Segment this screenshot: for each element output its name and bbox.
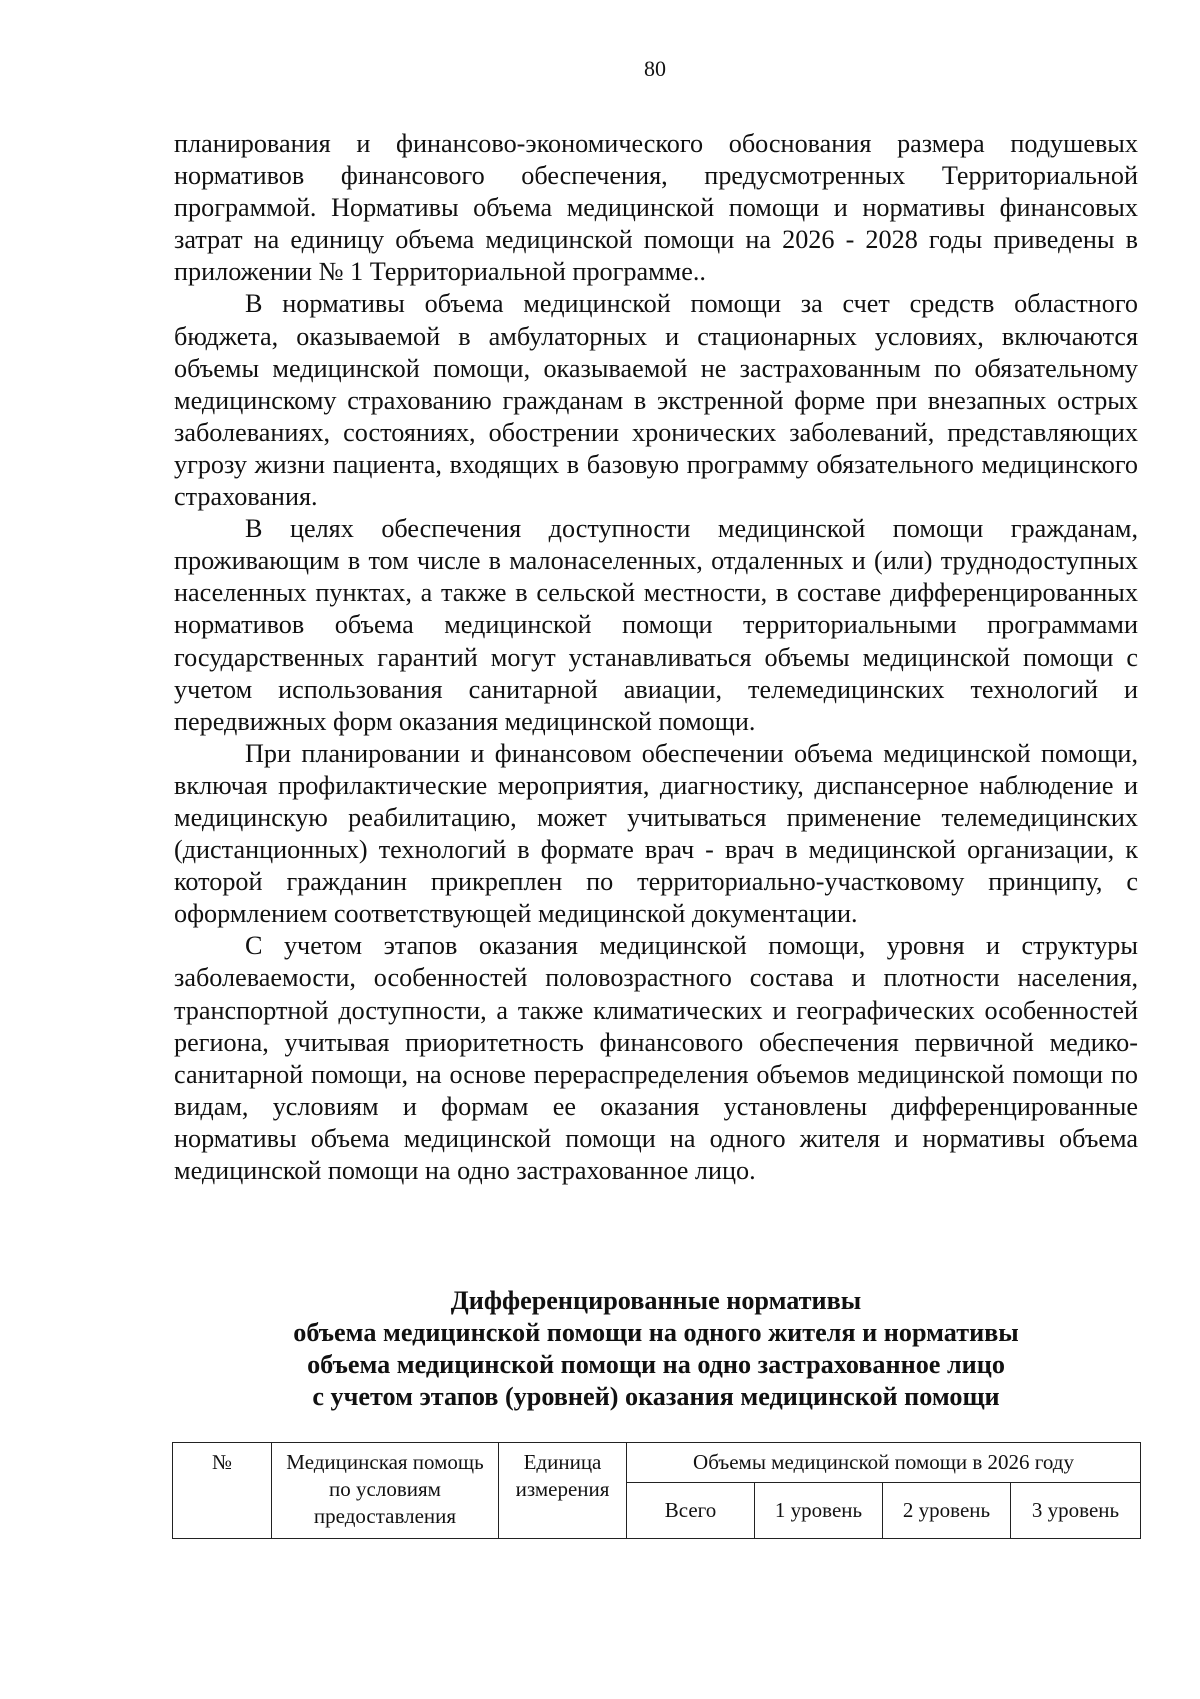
paragraph-2: В нормативы объема медицинской помощи за счет средств областного бюджета, оказываемой в амбулаторных и стационарных условиях, включаются объемы медицинской помощи, оказываемой не застрахованным по обязательному медицинскому страхованию гражданам в экстренной форме при внезапных острых заболеваниях, состояниях, обострении хронических заболеваний, представляющих угрозу жизни пациента, входящих в базовую программу обязательного медицинского страхования. [174, 289, 1138, 512]
paragraph-5: С учетом этапов оказания медицинской помощи, уровня и структуры заболеваемости, особенностей половозрастного состава и плотности населения, транспортной доступности, а также климатических и географических особенностей региона, учитывая приоритетность финансового обеспечения первичной медико-санитарной помощи, на основе перераспределения объемов медицинской помощи по видам, условиям и формам ее оказания установлены дифференцированные нормативы объема медицинской помощи на одного жителя и нормативы объема медицинской помощи на одно застрахованное лицо. [174, 931, 1138, 1185]
page-number: 80 [644, 56, 666, 81]
header-unit: Единица измерения [499, 1443, 627, 1539]
header-care-type: Медицинская помощь по условиям предоставления [272, 1443, 499, 1539]
table-title-line-4: с учетом этапов (уровней) оказания медицинской помощи [312, 1382, 1000, 1411]
table-title-line-3: объема медицинской помощи на одно застрахованное лицо [307, 1350, 1005, 1379]
header-level-1: 1 уровень [755, 1483, 883, 1539]
table-title [174, 1285, 1138, 1413]
table-title-line-2: объема медицинской помощи на одного жителя и нормативы [293, 1318, 1019, 1347]
paragraph-1: планирования и финансово-экономического обоснования размера подушевых нормативов финансового обеспечения, предусмотренных Территориальной программой. Нормативы объема медицинской помощи и нормативы финансовых затрат на единицу объема медицинской помощи на 2026 - 2028 годы приведены в приложении № 1 Территориальной программе.. [174, 129, 1138, 287]
norms-table [172, 1442, 1141, 1539]
paragraph-3: В целях обеспечения доступности медицинской помощи гражданам, проживающим в том числе в малонаселенных, отдаленных и (или) труднодоступных населенных пунктах, а также в сельской местности, в составе дифференцированных нормативов объема медицинской помощи территориальными программами государственных гарантий могут устанавливаться объемы медицинской помощи с учетом использования санитарной авиации, телемедицинских технологий и передвижных форм оказания медицинской помощи. [174, 514, 1138, 736]
paragraph-4: При планировании и финансовом обеспечении объема медицинской помощи, включая профилактические мероприятия, диагностику, диспансерное наблюдение и медицинскую реабилитацию, может учитываться применение телемедицинских (дистанционных) технологий в формате врач - врач в медицинской организации, к которой гражданин прикреплен по территориально-участковому принципу, с оформлением соответствующей медицинской документации. [174, 738, 1138, 929]
header-number: № [173, 1443, 272, 1539]
header-volumes-group: Объемы медицинской помощи в 2026 году [627, 1443, 1141, 1483]
header-level-2: 2 уровень [883, 1483, 1011, 1539]
body-text [174, 128, 1138, 1187]
table-title-line-1: Дифференцированные нормативы [450, 1286, 862, 1315]
header-total: Всего [627, 1483, 755, 1539]
header-level-3: 3 уровень [1011, 1483, 1141, 1539]
